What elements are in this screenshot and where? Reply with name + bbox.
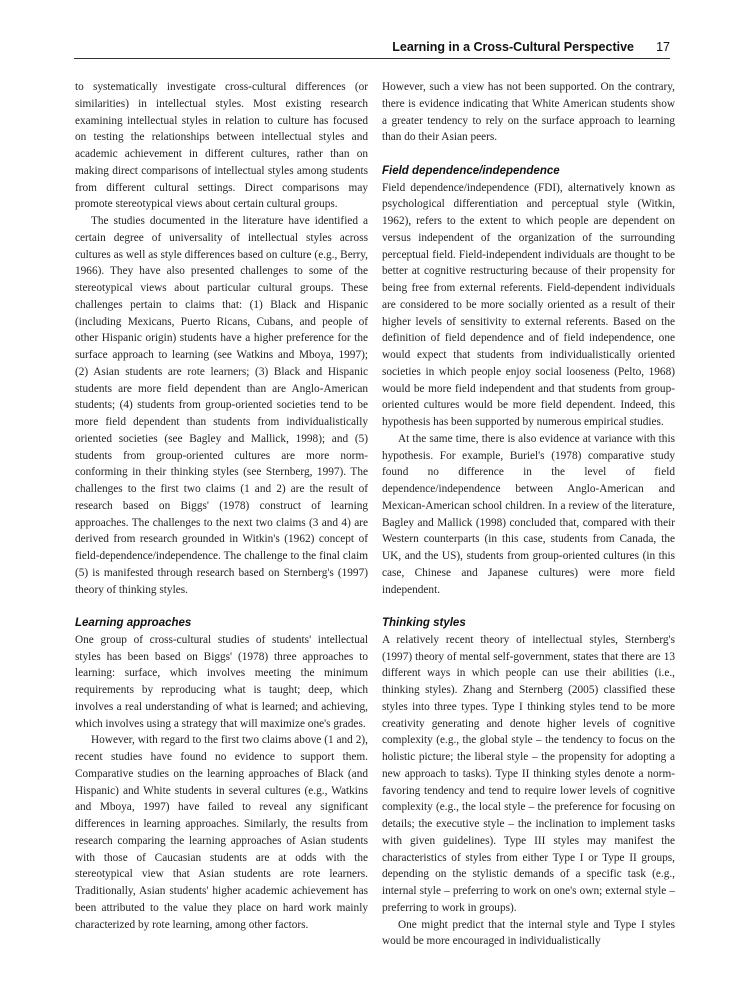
running-header: [74, 38, 670, 58]
paragraph: to systematically investigate cross-cultural differences (or similarities) in intellectual styles. Most existing research examining intellectual styles in relation to culture has focused on testing the relationships between intellectual styles and academic achievement in different cultures, rather than on making direct comparisons of intellectual styles among students from different cultural settings. Direct comparisons may promote stereotypical views about certain cultural groups.: [75, 81, 368, 211]
section-heading-learning-approaches: Learning approaches: [75, 617, 192, 629]
section-gap: [382, 146, 675, 163]
header-rule: [74, 58, 670, 59]
paragraph: At the same time, there is also evidence at variance with this hypothesis. For example, Buriel's (1978) comparative study found no difference in the level of field dependence/independence between Anglo-American and Mexican-American school children. In a review of the literature, Bagley and Mallick (1998) concluded that, compared with their Western counterparts (in this case, students from Canada, the UK, and the US), students from group-oriented cultures (in this case, Chinese and Japanese cultures) were more field independent.: [382, 432, 675, 596]
section-heading-thinking-styles: Thinking styles: [382, 617, 466, 629]
section-gap: [382, 598, 675, 615]
paragraph: One might predict that the internal style and Type I styles would be more encouraged in individualistically: [382, 918, 675, 948]
section-heading-field-dependence: Field dependence/independence: [382, 164, 560, 177]
section-gap: [75, 598, 368, 615]
page-number: 17: [656, 40, 670, 54]
paragraph: However, with regard to the first two claims above (1 and 2), recent studies have found no evidence to support them. Comparative studies on the learning approaches of Black (and Hispanic) and White students in several cultures (e.g., Watkins and Mboya, 1997) have failed to reveal any significant differences in learning approaches. Similarly, the results from research comparing the learning approaches of Asian students with those of Caucasian students are at odds with the stereotypical view that Asian students are rote learners. Traditionally, Asian students' higher academic achievement has been attributed to the value they place on hard work mainly characterized by rote learning, among other factors.: [75, 734, 368, 931]
left-column: [75, 79, 368, 933]
right-column: [382, 79, 675, 950]
paragraph: A relatively recent theory of intellectual styles, Sternberg's (1997) theory of mental self-government, states that there are 13 different ways in which people can use their abilities (i.e., thinking styles). Zhang and Sternberg (2005) classified these styles into three types. Type I thinking styles tend to be more creativity generating and denote higher levels of cognitive complexity (e.g., the global style – the tendency to focus on the holistic picture; the liberal style – the propensity for adopting a new approach to tasks). Type II thinking styles denote a norm-favoring tendency and tend to require lower levels of cognitive complexity (e.g., the local style – the preference for focusing on details; the executive style – the inclination to implement tasks with given guidelines). Type III styles may manifest the characteristics of styles from either Type I or Type II groups, depending on the stylistic demands of a specific task (e.g., internal style – preferring to work on one's own; external style – preferring to work in groups).: [382, 633, 675, 914]
paragraph: One group of cross-cultural studies of students' intellectual styles has been based on Biggs' (1978) three approaches to learning: surface, which involves meeting the minimum requirements by reproducing what is taught; deep, which involves a real understanding of what is learned; and achieving, which involves using a strategy that will maximize one's grades.: [75, 633, 368, 730]
paragraph: Field dependence/independence (FDI), alternatively known as psychological differentiation and perceptual style (Witkin, 1962), refers to the extent to which people are dependent on versus independent of the organization of the surrounding perceptual field. Field-independent individuals are thought to be better at cognitive restructuring because of their propensity for being free from external referents. Field-dependent individuals are considered to be more socially oriented as a result of their higher levels of sensitivity to external referents. Based on the definition of field dependence and of field independence, one would expect that students from individualistically oriented societies in which people enjoy social looseness (Pelto, 1968) would be more field independent and that students from group-oriented cultures would be more field dependent. Indeed, this hypothesis has been supported by numerous empirical studies.: [382, 181, 675, 428]
paragraph: However, such a view has not been supported. On the contrary, there is evidence indicating that White American students show a greater tendency to rely on the surface approach to learning than do their Asian peers.: [382, 81, 675, 144]
paragraph: The studies documented in the literature have identified a certain degree of universality of intellectual styles across cultures as well as style differences based on culture (e.g., Berry, 1966). They have also presented challenges to some of the stereotypical views about particular cultural groups. These challenges pertain to claims that: (1) Black and Hispanic (including Mexicans, Puerto Ricans, Cubans, and people of other Hispanic origin) students have a higher preference for the surface approach to learning (see Watkins and Mboya, 1997); (2) Asian students are rote learners; (3) Black and Hispanic students are more field dependent than are Anglo-American students; (4) students from group-oriented societies tend to be more field dependent than students from individualistically oriented societies (see Bagley and Mallick, 1998); and (5) students from group-oriented cultures are more norm-conforming in their thinking styles (see Sternberg, 1997). The challenges to the first two claims (1 and 2) are the result of research based on Biggs' (1978) construct of learning approaches. The challenges to the next two claims (3 and 4) are derived from research grounded in Witkin's (1962) concept of field-dependence/independence. The challenge to the final claim (5) is manifested through research based on Sternberg's (1997) theory of thinking styles.: [75, 215, 368, 596]
running-title: Learning in a Cross-Cultural Perspective: [392, 40, 634, 54]
